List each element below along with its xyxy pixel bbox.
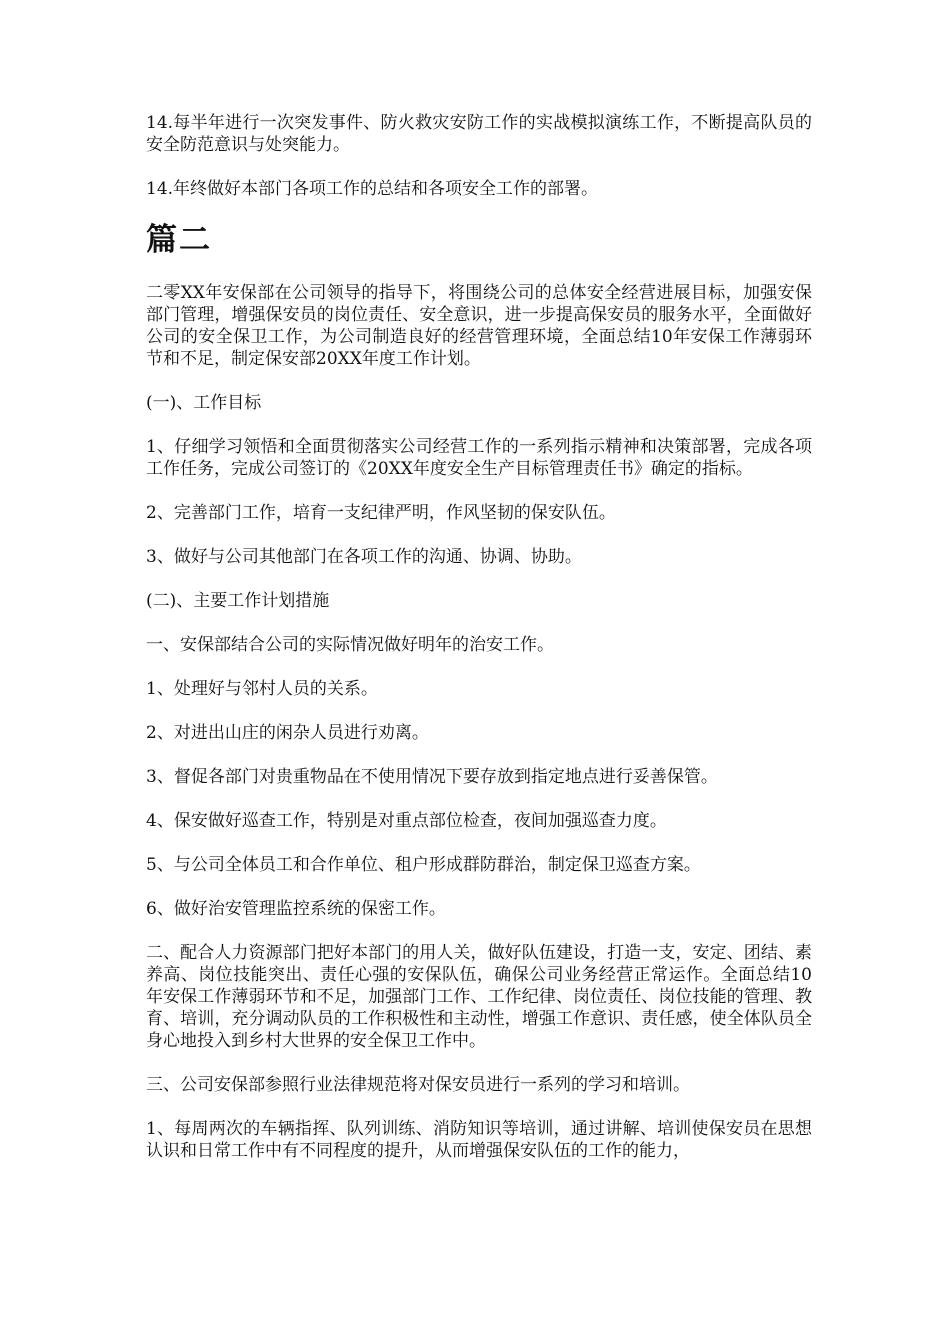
paragraph: 2、完善部门工作，培育一支纪律严明，作风坚韧的保安队伍。: [146, 503, 616, 523]
subsection-title: (二)、主要工作计划措施: [146, 591, 330, 611]
paragraph: 1、每周两次的车辆指挥、队列训练、消防知识等培训，通过讲解、培训使保安员在思想认识和日常工作中有不同程度的提升，从而增强保安队伍的工作的能力，: [146, 1119, 812, 1161]
paragraph: 5、与公司全体员工和合作单位、租户形成群防群治，制定保卫巡查方案。: [146, 855, 701, 875]
subsection-title: (一)、工作目标: [146, 393, 262, 413]
paragraph: 3、督促各部门对贵重物品在不使用情况下要存放到指定地点进行妥善保管。: [146, 767, 718, 787]
paragraph: 14.每半年进行一次突发事件、防火救灾安防工作的实战模拟演练工作，不断提高队员的安全防范意识与处突能力。: [146, 113, 812, 155]
paragraph: 二零XX年安保部在公司领导的指导下，将围绕公司的总体安全经营进展目标，加强安保部门管理，增强保安员的岗位责任、安全意识，进一步提高保安员的服务水平，全面做好公司的安全保卫工作，为公司制造良好的经营管理环境，全面总结10年安保工作薄弱环节和不足，制定保安部20XX年度工作计划。: [146, 283, 812, 369]
paragraph: 一、安保部结合公司的实际情况做好明年的治安工作。: [146, 635, 554, 655]
paragraph: 4、保安做好巡查工作，特别是对重点部位检查，夜间加强巡查力度。: [146, 811, 667, 831]
paragraph: 二、配合人力资源部门把好本部门的用人关，做好队伍建设，打造一支，安定、团结、素养高、岗位技能突出、责任心强的安保队伍，确保公司业务经营正常运作。全面总结10年安保工作薄弱环节和不足，加强部门工作、工作纪律、岗位责任、岗位技能的管理、教育、培训，充分调动队员的工作积极性和主动性，增强工作意识、责任感，使全体队员全身心地投入到乡村大世界的安全保卫工作中。: [146, 943, 812, 1051]
section-heading: 篇二: [146, 222, 212, 258]
paragraph: 三、公司安保部参照行业法律规范将对保安员进行一系列的学习和培训。: [146, 1075, 690, 1095]
paragraph: 6、做好治安管理监控系统的保密工作。: [146, 899, 446, 919]
paragraph: 1、仔细学习领悟和全面贯彻落实公司经营工作的一系列指示精神和决策部署，完成各项工作任务，完成公司签订的《20XX年度安全生产目标管理责任书》确定的指标。: [146, 437, 812, 479]
paragraph: 3、做好与公司其他部门在各项工作的沟通、协调、协助。: [146, 547, 582, 567]
document-page: [146, 112, 812, 1184]
paragraph: 2、对进出山庄的闲杂人员进行劝离。: [146, 723, 429, 743]
paragraph: 14.年终做好本部门各项工作的总结和各项安全工作的部署。: [146, 179, 599, 199]
paragraph: 1、处理好与邻村人员的关系。: [146, 679, 378, 699]
